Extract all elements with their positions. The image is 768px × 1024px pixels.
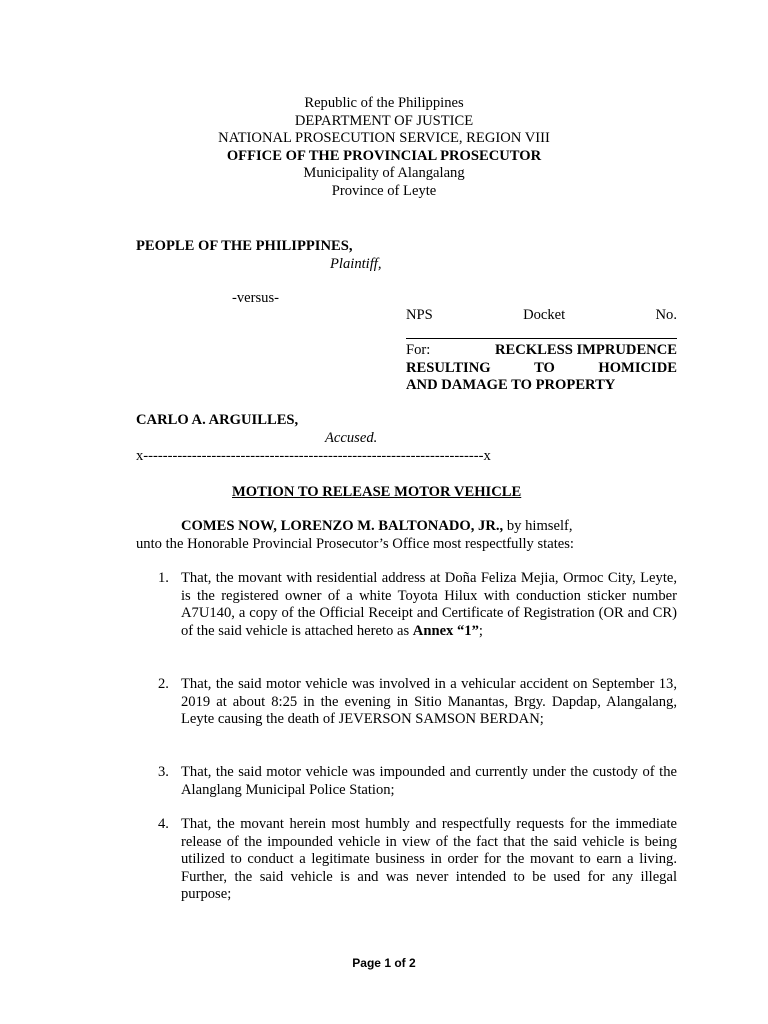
paragraph-text: That, the movant herein most humbly and respectfully requests for the immediate release of the impounded vehicle in view of the fact that the said vehicle is being utilized to conduct a legitimate business in order for the movant to earn a living. Further, the said vehicle is and was never intended to be used for any illegal purpose; [181,816,677,902]
paragraph-1 [0,570,768,639]
paragraph-3 [0,764,768,798]
accused-role: Accused. [325,430,378,446]
page-footer [0,955,768,973]
paragraph-number: 2. [158,676,169,692]
versus-label: -versus- [232,290,280,306]
header-department: DEPARTMENT OF JUSTICE [294,112,474,129]
footer-page-number: 1 [384,956,391,970]
charge-line-2 [406,360,677,378]
annex-reference: Annex “1” [412,622,479,639]
intro-line-2: unto the Honorable Provincial Prosecutor’s Office most respectfully states: [136,535,574,552]
paragraph-text: That, the said motor vehicle was involved in a vehicular accident on September 13, 2019 at about 8:25 in the evening in Sitio Manantas, Brgy. Dapdap, Alangalang, Leyte causing the death of JEVERSON SAMSON BERDAN; [181,676,677,727]
plaintiff-name: PEOPLE OF THE PHILIPPINES, [136,238,353,254]
header-province: Province of Leyte [331,182,437,199]
header-office: OFFICE OF THE PROVINCIAL PROSECUTOR [226,147,542,164]
for-label: For: [406,342,431,358]
caption-separator: x----------------------------------------------------------------------x [136,448,491,464]
document-header [0,95,768,200]
header-municipality: Municipality of Alangalang [303,165,465,181]
charge-text-1: RECKLESS IMPRUDENCE [494,342,677,358]
footer-page-word: Page [352,956,381,970]
paragraph-4 [0,816,768,902]
plaintiff-role: Plaintiff, [330,256,382,272]
docket-nps: NPS [406,307,433,323]
docket-underline [406,338,677,339]
charge-word-homicide: HOMICIDE [598,359,677,376]
intro-rest: by himself, [503,518,573,534]
paragraph-text: That, the said motor vehicle was impounded and currently under the custody of the Alanglang Municipal Police Station; [181,764,677,798]
footer-of-word: of [394,956,406,970]
paragraph-2 [0,676,768,727]
charge-block [406,342,677,395]
charge-line-3: AND DAMAGE TO PROPERTY [406,377,616,393]
intro-line-1 [136,518,677,536]
footer-page-total: 2 [409,956,416,970]
docket-word: Docket [523,307,566,323]
docket-no: No. [655,307,677,323]
paragraph-1-tail: ; [478,622,483,639]
movant-name: COMES NOW, LORENZO M. BALTONADO, JR., [181,518,504,534]
intro-paragraph [136,518,677,553]
motion-title: MOTION TO RELEASE MOTOR VEHICLE [232,484,522,500]
accused-name: CARLO A. ARGUILLES, [136,412,299,428]
header-service: NATIONAL PROSECUTION SERVICE, REGION VIII [218,130,550,146]
charge-word-resulting: RESULTING [406,359,491,376]
paragraph-number: 1. [158,570,169,586]
paragraph-number: 3. [158,764,169,780]
charge-word-to: TO [534,359,555,376]
paragraph-number: 4. [158,816,169,832]
paragraph-text [181,570,677,640]
docket-line [406,307,677,325]
charge-line-1 [406,342,677,360]
paragraph-1-text: That, the movant with residential address at Doña Feliza Mejia, Ormoc City, Leyte, is the registered owner of a white Toyota Hilux with conduction sticker number A7U140, a copy of the Official Receipt and Certificate of Registration (OR and CR) of the said vehicle is attached hereto as [181,570,677,639]
header-republic: Republic of the Philippines [304,95,464,111]
